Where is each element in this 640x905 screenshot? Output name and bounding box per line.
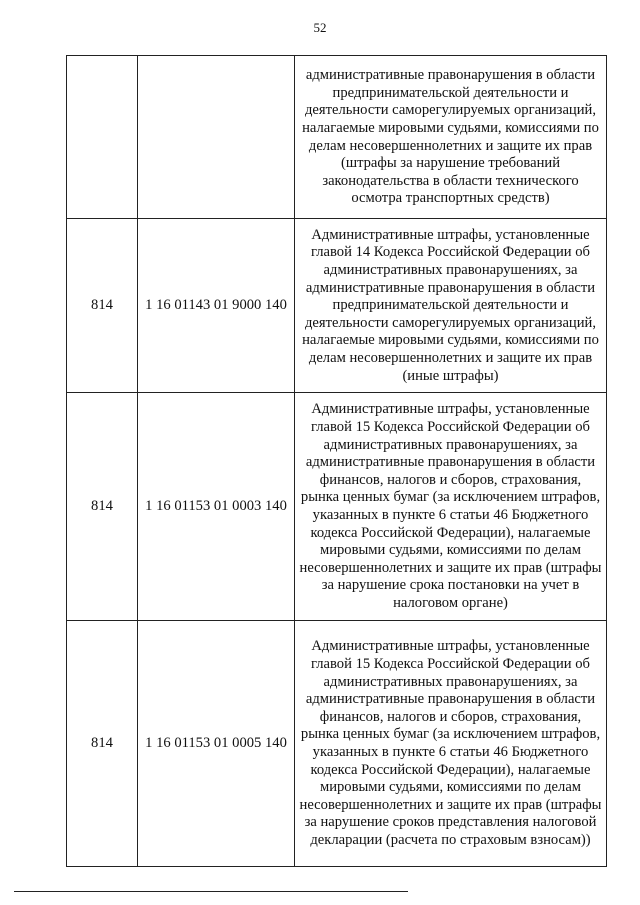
admin-code-cell (67, 56, 138, 219)
admin-code-cell: 814 (67, 621, 138, 867)
table-row (67, 219, 607, 393)
page-number: 52 (313, 20, 327, 35)
description-cell: Административные штрафы, установленные главой 14 Кодекса Российской Федерации об административных правонарушениях, за административные правонарушения в области предпринимательской деятельности и деятельности саморегулируемых организаций, налагаемые мировыми судьями, комиссиями по делам несовершеннолетних и защите их прав (иные штрафы) (295, 219, 607, 393)
kbk-code-cell: 1 16 01153 01 0005 140 (138, 621, 295, 867)
fines-table (66, 55, 607, 867)
footer-divider (14, 891, 408, 892)
description-cell: Административные штрафы, установленные главой 15 Кодекса Российской Федерации об административных правонарушениях, за административные правонарушения в области финансов, налогов и сборов, страхования, рынка ценных бумаг (за исключением штрафов, указанных в пункте 6 статьи 46 Бюджетного кодекса Российской Федерации), налагаемые мировыми судьями, комиссиями по делам несовершеннолетних и защите их прав (штрафы за нарушение сроков представления налоговой декларации (расчета по страховым взносам)) (295, 621, 607, 867)
table-row (67, 56, 607, 219)
table-row (67, 621, 607, 867)
admin-code-cell: 814 (67, 219, 138, 393)
kbk-code-cell (138, 56, 295, 219)
table-row (67, 393, 607, 621)
kbk-code-cell: 1 16 01143 01 9000 140 (138, 219, 295, 393)
kbk-code-cell: 1 16 01153 01 0003 140 (138, 393, 295, 621)
description-cell: Административные штрафы, установленные главой 15 Кодекса Российской Федерации об административных правонарушениях, за административные правонарушения в области финансов, налогов и сборов, страхования, рынка ценных бумаг (за исключением штрафов, указанных в пункте 6 статьи 46 Бюджетного кодекса Российской Федерации), налагаемые мировыми судьями, комиссиями по делам несовершеннолетних и защите их прав (штрафы за нарушение срока постановки на учет в налоговом органе) (295, 393, 607, 621)
admin-code-cell: 814 (67, 393, 138, 621)
description-cell: административные правонарушения в области предпринимательской деятельности и деятельности саморегулируемых организаций, налагаемые мировыми судьями, комиссиями по делам несовершеннолетних и защите их прав (штрафы за нарушение требований законодательства в области технического осмотра транспортных средств) (295, 56, 607, 219)
